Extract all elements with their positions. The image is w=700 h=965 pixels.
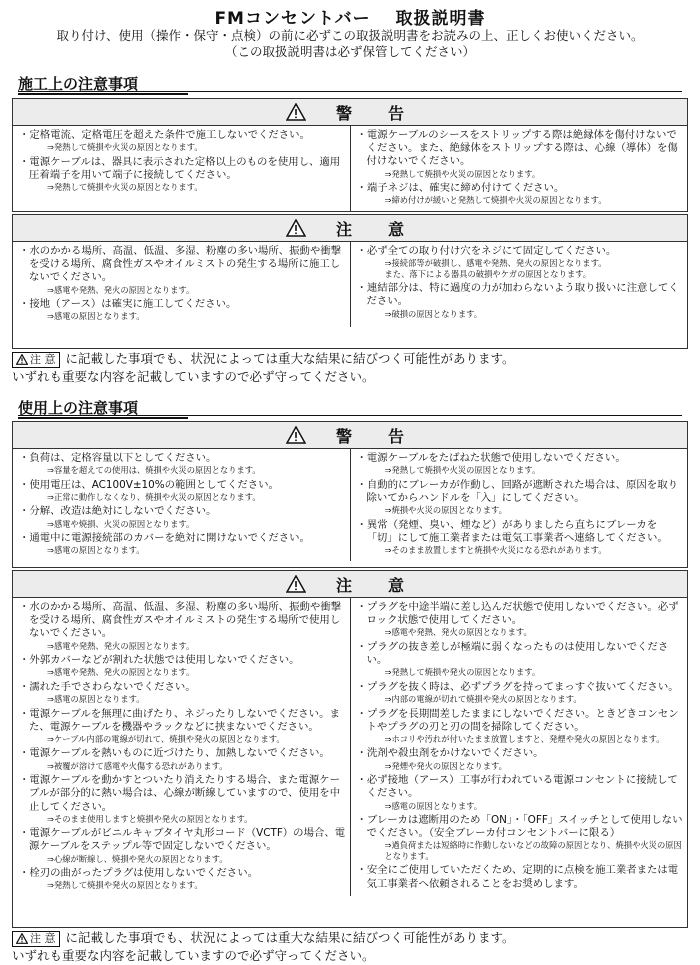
notice-item [19,774,346,824]
notice-text: ・ 電源ケーブルをたばねた状態で使用しないでください。 [357,452,684,465]
usage-warning-header [13,422,687,449]
notice-item [357,182,684,206]
install-caution-left [13,242,350,327]
install-heading: 施工上の注意事項 [18,73,188,95]
notice-item [19,129,346,153]
footer-line-1: に記載した事項でも、状況によっては重大な結果に結びつく可能性があります。 [65,351,515,366]
notice-consequence: ⇒感電や発熱、発火の原因となります。 [47,284,195,295]
usage-warning-right [350,449,688,561]
footer-line-2: いずれも重要な内容を記載していますので必ず守ってください。 [12,368,375,384]
notice-consequence: ⇒感電や焼損、火災の原因となります。 [47,518,195,529]
notice-item [19,298,346,322]
notice-consequence: ⇒感電や発熱、発火の原因となります。 [384,627,532,638]
notice-consequence: また、落下による器具の破損やケガの原因となります。 [384,268,592,279]
notice-item [19,245,346,295]
notice-item [357,245,684,279]
notice-consequence: ⇒発煙や発火の原因となります。 [384,760,507,771]
notice-consequence: ⇒被覆が溶けて感電や火傷する恐れがあります。 [47,760,228,771]
install-footer [12,350,515,385]
notice-item [357,282,684,319]
warning-icon [286,219,306,237]
notice-text: ・ 通電中に電源接続部のカバーを絶対に開けないでください。 [19,532,346,545]
notice-consequence: ⇒ケーブル内部の電線が切れて、焼損や発火の原因となります。 [47,733,285,744]
notice-item [19,452,346,476]
notice-consequence: ⇒締め付けが緩いと発熱して焼損や火災の原因となります。 [384,195,607,206]
install-warning-box [12,98,688,212]
footer-line-2: いずれも重要な内容を記載していますので必ず守ってください。 [12,947,375,963]
notice-item [357,519,684,556]
notice-consequence: ⇒感電の原因となります。 [47,311,145,322]
notice-item [357,452,684,476]
notice-item [357,641,684,678]
install-warning-right [350,126,688,211]
notice-item [19,867,346,891]
notice-text: ・ 水のかかる場所、高温、低温、多湿、粉塵の多い場所、振動や衝撃を受ける場所、腐食性ガスやオイルミストの発生する場所で使用しないでください。 [19,601,346,641]
notice-consequence: ⇒容量を超えての使用は、焼損や火災の原因となります。 [47,465,261,476]
usage-warning-left [13,449,350,561]
notice-consequence: ⇒内部の電線が切れて焼損や発火の原因となります。 [384,694,582,705]
notice-consequence: ⇒感電の原因となります。 [47,545,145,556]
warning-icon [16,933,28,944]
notice-consequence: ⇒正常に動作しなくなり、焼損や火災の原因となります。 [47,491,261,502]
notice-consequence: ⇒破損の原因となります。 [384,308,483,319]
notice-consequence: ⇒そのまま放置しますと焼損や火災になる恐れがあります。 [384,545,607,556]
warning-icon [286,575,306,593]
notice-consequence: ⇒感電の原因となります。 [47,694,145,705]
notice-item [357,747,684,771]
notice-consequence: ⇒発熱して焼損や火災の原因となります。 [47,142,203,153]
install-caution-header [13,215,687,242]
notice-text: ・ 外郭カバーなどが割れた状態では使用しないでください。 [19,654,346,667]
notice-text: ・ 自動的にブレーカが作動し、回路が遮断された場合は、原因を取り除いてからハンドルを「入」にしてください。 [357,479,684,505]
notice-item [19,601,346,651]
notice-text: ・ プラグの抜き差しが極端に弱くなったものは使用しないでください。 [357,641,684,667]
caution-tag: 注 意 [12,352,60,368]
notice-item [357,708,684,745]
notice-text: ・ 電源ケーブルのシースをストリップする際は絶縁体を傷付けないでください。また、絶縁体をストリップする際は、心線（導体）を傷付けないでください。 [357,129,684,169]
install-caution-box [12,214,688,349]
notice-text: ・ ブレーカは遮断用のため「ON」・「OFF」スイッチとして使用しないでください。（安全ブレーカ付コンセントバーに限る） [357,814,684,840]
notice-text: ・ プラグを中途半端に差し込んだ状態で使用しないでください。必ずロック状態で使用してください。 [357,601,684,627]
notice-consequence: ⇒感電や発熱、発火の原因となります。 [47,667,195,678]
notice-text: ・ 必ず全ての取り付け穴をネジにて固定してください。 [357,245,684,258]
usage-warning-box [12,421,688,568]
notice-text: ・ 電源ケーブルは、器具に表示された定格以上のものを使用し、適用圧着端子を用いて端子に接続してください。 [19,156,346,182]
usage-caution-left [13,598,350,896]
notice-item [19,532,346,556]
footer-line-1: に記載した事項でも、状況によっては重大な結果に結びつく可能性があります。 [65,930,515,945]
notice-consequence: ⇒接続部等が破損し、感電や発熱、発火の原因となります。 [384,258,607,269]
warning-label: 警 告 [335,103,414,123]
notice-text: ・ 使用電圧は、AC100V±10%の範囲としてください。 [19,479,346,492]
caution-label: 注 意 [335,219,414,239]
notice-item [357,479,684,516]
notice-item [19,827,346,864]
notice-item [19,156,346,193]
notice-text: ・ 水のかかる場所、高温、低温、多湿、粉塵の多い場所、振動や衝撃を受ける場所、腐食性ガスやオイルミストの発生する場所に施工しないでください。 [19,245,346,285]
notice-item [357,129,684,179]
notice-text: ・ 接地（アース）は確実に施工してください。 [19,298,346,311]
notice-text: ・ 分解、改造は絶対にしないでください。 [19,505,346,518]
notice-item [357,774,684,811]
warning-icon [16,354,28,365]
usage-caution-right [350,598,688,896]
notice-text: ・ 連結部分は、特に過度の力が加わらないよう取り扱いに注意してください。 [357,282,684,308]
notice-consequence: ⇒発熱して焼損や火災の原因となります。 [384,465,541,476]
notice-text: ・ 洗剤や殺虫剤をかけないでください。 [357,747,684,760]
document-title: FMコンセントバー 取扱説明書 [214,9,486,29]
usage-heading: 使用上の注意事項 [18,397,188,419]
notice-text: ・ 異常（発煙、臭い、煙など）がありましたら直ちにブレーカを「切」にして施工業者または電気工事業者へ連絡してください。 [357,519,684,545]
notice-text: ・ 必ず接地（アース）工事が行われている電源コンセントに接続してください。 [357,774,684,800]
notice-text: ・ 負荷は、定格容量以下としてください。 [19,452,346,465]
usage-footer [12,929,515,964]
notice-item [357,814,684,861]
notice-text: ・ 濡れた手でさわらないでください。 [19,681,346,694]
notice-item [19,505,346,529]
notice-text: ・ 電源ケーブルを動かすとついたり消えたりする場合、また電源ケーブルが部分的に熱い場合は、心線が断線していますので、使用を中止してください。 [19,774,346,814]
notice-consequence: ⇒焼損や火災の原因となります。 [384,505,507,516]
notice-consequence: ⇒発熱して焼損や火災の原因となります。 [384,168,541,179]
notice-consequence: ⇒発熱して焼損や火災の原因となります。 [47,182,203,193]
install-caution-right [350,242,688,327]
usage-caution-header [13,571,687,598]
usage-caution-box [12,570,688,928]
intro-line-1: 取り付け、使用（操作・保守・点検）の前に必ずこの取扱説明書をお読みの上、正しくお使いください。 [56,28,644,43]
notice-item [19,681,346,705]
notice-consequence: ⇒そのまま使用しますと焼損や発火の原因となります。 [47,813,253,824]
notice-consequence: ⇒感電の原因となります。 [384,800,483,811]
notice-text: ・ 安全にご使用していただくため、定期的に点検を施工業者または電気工事業者へ依頼されることをお奨めします。 [357,864,684,890]
notice-text: ・ 電源ケーブルを無理に曲げたり、ネジったりしないでください。また、電源ケーブルを機器やラックなどに挟まないでください。 [19,708,346,734]
notice-consequence: ⇒ホコリや汚れが付いたまま放置しますと、発煙や発火の原因となります。 [384,733,665,744]
notice-item [357,864,684,890]
notice-consequence: ⇒発熱して焼損や発火の原因となります。 [47,880,203,891]
notice-consequence: ⇒発熱して焼損や発火の原因となります。 [384,667,541,678]
warning-icon [286,103,306,121]
notice-text: ・ 端子ネジは、確実に締め付けてください。 [357,182,684,195]
notice-text: ・ 栓刃の曲がったプラグは使用しないでください。 [19,867,346,880]
notice-consequence: ⇒過負荷または短絡時に作動しないなどの故障の原因となり、焼損や火災の原因となります。 [384,840,682,861]
notice-item [19,747,346,771]
notice-consequence: ⇒感電や発熱、発火の原因となります。 [47,640,195,651]
intro [0,28,700,60]
notice-text: ・ 電源ケーブルを熱いものに近づけたり、加熱しないでください。 [19,747,346,760]
notice-text: ・ 定格電流、定格電圧を超えた条件で施工しないでください。 [19,129,346,142]
install-warning-header [13,99,687,126]
install-warning-left [13,126,350,211]
notice-item [19,708,346,745]
notice-item [19,479,346,503]
intro-line-2: （この取扱説明書は必ず保管してください） [224,44,475,59]
notice-item [19,654,346,678]
notice-text: ・ プラグを長期間差したままにしないでください。ときどきコンセントやプラグの刃と刃の間を掃除してください。 [357,708,684,734]
notice-item [357,681,684,705]
warning-label: 警 告 [335,426,414,446]
notice-text: ・ 電源ケーブルがビニルキャブタイヤ丸形コード（VCTF）の場合、電源ケーブルをステップル等で固定しないでください。 [19,827,346,853]
notice-consequence: ⇒心線が断線し、焼損や発火の原因となります。 [47,853,228,864]
caution-label: 注 意 [335,575,414,595]
warning-icon [286,426,306,444]
caution-tag: 注 意 [12,931,60,947]
notice-item [357,601,684,638]
notice-text: ・ プラグを抜く時は、必ずプラグを持ってまっすぐ抜いてください。 [357,681,684,694]
